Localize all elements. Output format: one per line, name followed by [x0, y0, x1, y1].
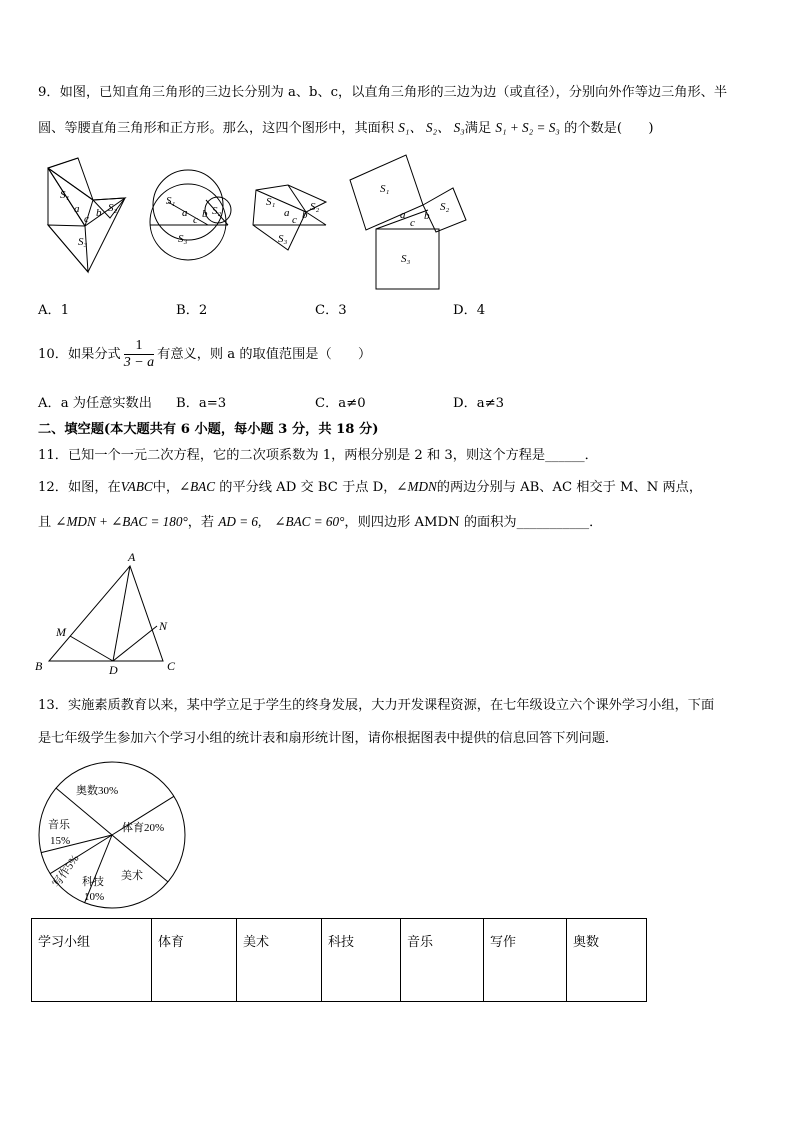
- q12-label-n: N: [159, 619, 168, 633]
- fig1-s2: S₂: [108, 202, 118, 214]
- q12-triangle: VABC: [120, 479, 153, 494]
- q12-angle-bac: ∠BAC: [179, 479, 216, 494]
- q12-eq1: ∠MDN + ∠BAC = 180°: [55, 514, 188, 529]
- fig1-a: a: [74, 203, 80, 215]
- fig2-s1: S₁: [166, 195, 176, 207]
- q13-stats-table: [31, 918, 647, 1002]
- table-header-cell: 体育: [152, 919, 237, 1002]
- q9-option-b[interactable]: B．2: [176, 303, 208, 318]
- q12-label-a: A: [128, 550, 136, 564]
- q10-option-b[interactable]: B．a=3: [176, 396, 227, 411]
- fig2-b: b: [202, 208, 208, 220]
- q10-frac-den: 3 − a: [123, 355, 155, 370]
- q12-l2b: ，若: [187, 515, 219, 530]
- fig4-s2: S₂: [440, 201, 450, 213]
- q9-option-d[interactable]: D．4: [453, 303, 486, 318]
- q10-prefix: 10．如果分式: [38, 347, 121, 362]
- fig1-c: c: [84, 213, 89, 225]
- fig2-c: c: [193, 214, 198, 226]
- q9-figures: [38, 150, 478, 295]
- q12-line1: [38, 478, 702, 497]
- fig2-s3: S₃: [178, 233, 188, 245]
- pie-label-keji: 科技: [82, 876, 104, 888]
- q11-text: 11．已知一个一元二次方程，它的二次项系数为 1，两根分别是 2 和 3，则这个方程是______．: [38, 448, 598, 463]
- q13-pie-chart: [34, 760, 194, 912]
- q12-line2: [38, 513, 602, 532]
- q9-line2: [38, 119, 654, 138]
- pie-label-meishu: 美术: [121, 870, 143, 882]
- q9-line2-a: 圆、等腰直角三角形和正方形。那么，这四个图形中，其面积: [38, 121, 399, 136]
- fig3-s3: S₃: [278, 233, 288, 245]
- pie-label-yinyue: 音乐: [48, 819, 70, 831]
- q12-figure: [30, 548, 190, 674]
- q12-l1a: 12．如图，在: [38, 480, 121, 495]
- table-header-cell: 音乐: [401, 919, 484, 1002]
- q12-label-m: M: [56, 625, 66, 639]
- q9-equation: S₁ + S₂ = S₃: [495, 120, 560, 135]
- q10-option-c[interactable]: C．a≠0: [315, 396, 366, 411]
- q12-l2c: ，则四边形 AMDN 的面积为___________．: [344, 515, 603, 530]
- pie-pct-keji: 10%: [84, 891, 105, 903]
- fig1-s3: S₃: [78, 236, 88, 248]
- fig4-s3: S₃: [401, 253, 411, 265]
- q12-angle-mdn: ∠MDN: [396, 479, 437, 494]
- fig4-s1: S₁: [380, 183, 390, 195]
- table-header-cell: 写作: [484, 919, 567, 1002]
- q10-fraction: [124, 338, 154, 371]
- fig3-a: a: [284, 207, 290, 219]
- table-header-cell: 科技: [322, 919, 401, 1002]
- fig3-c: c: [292, 214, 297, 226]
- fig2-a: a: [182, 207, 188, 219]
- q12-eq2: AD = 6, ∠BAC = 60°: [218, 514, 345, 529]
- fig3-s1: S₁: [266, 196, 276, 208]
- pie-label-aoshu: 奥数30%: [76, 785, 119, 797]
- table-header-cell: 学习小组: [32, 919, 152, 1002]
- table-row: [32, 919, 647, 1002]
- fig1-s1: S₁: [60, 189, 70, 201]
- table-header-cell: 美术: [237, 919, 322, 1002]
- q9-vars: S₁、 S₂、 S₃: [398, 120, 465, 135]
- q9-option-c[interactable]: C．3: [315, 303, 347, 318]
- fig3-b: b: [302, 209, 308, 221]
- q9-line1: 9．如图，已知直角三角形的三边长分别为 a、b、c，以直角三角形的三边为边（或直径），分别向外作等边三角形、半: [38, 85, 728, 100]
- q9-line2-b: 满足: [464, 121, 496, 136]
- section-title: 二、填空题(本大题共有 6 小题，每小题 3 分，共 18 分): [38, 422, 379, 437]
- q10-option-d[interactable]: D．a≠3: [453, 396, 505, 411]
- q10-frac-num: 1: [124, 338, 154, 355]
- q13-line1: 13．实施素质教育以来，某中学立足于学生的终身发展，大力开发课程资源，在七年级设立六个课外学习小组，下面: [38, 698, 715, 713]
- q9-line2-c: 的个数是( ): [559, 121, 654, 136]
- q12-label-d: D: [109, 663, 118, 674]
- fig1-b: b: [96, 207, 102, 219]
- fig4-b: b: [424, 210, 430, 222]
- q12-l1d: 的两边分别与 AB、AC 相交于 M、N 两点，: [436, 480, 703, 495]
- q9-option-a[interactable]: A．1: [38, 303, 70, 318]
- table-header-cell: 奥数: [567, 919, 647, 1002]
- q12-l2a: 且: [38, 515, 56, 530]
- q12-l1b: 中，: [152, 480, 180, 495]
- fig4-c: c: [410, 217, 415, 229]
- pie-pct-yinyue: 15%: [50, 835, 71, 847]
- fig2-s2: S₂: [212, 205, 222, 217]
- q12-l1c: 的平分线 AD 交 BC 于点 D，: [215, 480, 397, 495]
- q10-suffix: 有意义，则 a 的取值范围是（ ）: [157, 347, 372, 362]
- fig4-a: a: [400, 209, 406, 221]
- fig3-s2: S₂: [310, 201, 320, 213]
- q13-line2: 是七年级学生参加六个学习小组的统计表和扇形统计图，请你根据图表中提供的信息回答下列问题．: [38, 731, 619, 746]
- pie-label-xiezuo: 写作5%: [50, 852, 82, 890]
- q10-stem: [38, 338, 371, 371]
- pie-label-tiyu: 体育20%: [122, 822, 165, 834]
- q12-label-c: C: [167, 659, 176, 673]
- q12-label-b: B: [35, 659, 43, 673]
- q10-option-a[interactable]: A．a 为任意实数出: [38, 396, 152, 411]
